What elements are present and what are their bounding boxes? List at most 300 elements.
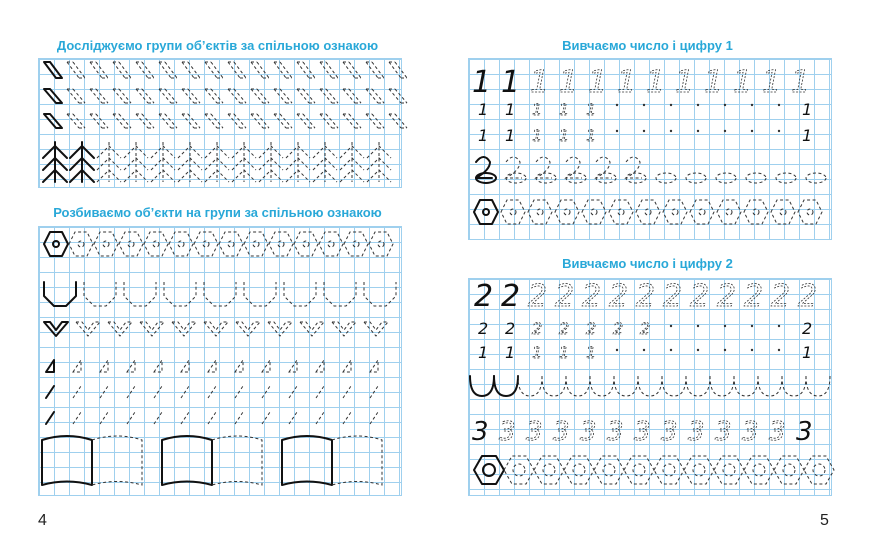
trace-circle — [303, 241, 309, 247]
trace-stroke — [228, 114, 246, 128]
trace-stroke — [67, 62, 85, 78]
trace-digit-one: 1 — [588, 65, 608, 100]
trace-digit-three: 3 — [688, 417, 705, 447]
trace-circle — [328, 241, 334, 247]
trace-stroke — [590, 376, 614, 396]
trace-circle — [537, 209, 543, 215]
trace-circle — [378, 241, 384, 247]
trace-stroke — [320, 114, 338, 128]
trace-stroke — [46, 412, 54, 424]
trace-dot — [643, 130, 645, 132]
trace-stroke — [297, 89, 315, 103]
trace-ellipse — [746, 173, 766, 183]
trace-stroke — [97, 142, 121, 182]
trace-digit-one: 1 — [617, 65, 637, 100]
trace-stroke — [289, 386, 297, 398]
trace-stroke — [343, 360, 351, 372]
trace-stroke — [205, 114, 223, 128]
trace-stroke — [113, 62, 131, 78]
trace-digit-two: 2 — [582, 279, 602, 314]
trace-stroke — [205, 89, 223, 103]
trace-stroke — [274, 114, 292, 128]
trace-stroke — [662, 376, 686, 396]
trace-digit-one: 1 — [478, 343, 489, 362]
left-title-mid: Розбиваємо об’єкти на групи за спільною ознакою — [53, 205, 382, 220]
trace-stroke — [228, 89, 246, 103]
trace-digit-two: 2 — [613, 319, 624, 338]
trace-dot — [724, 349, 726, 351]
trace-stroke — [164, 282, 196, 306]
trace-digit-two: 2 — [586, 319, 597, 338]
trace-dot — [697, 104, 699, 106]
trace-digit-one: 1 — [478, 126, 489, 145]
trace-stroke — [774, 456, 804, 484]
trace-stroke — [84, 282, 116, 306]
trace-digit-one: 1 — [532, 343, 543, 362]
trace-stroke — [46, 360, 54, 372]
trace-stroke — [100, 360, 108, 372]
trace-digit-one: 1 — [505, 126, 516, 145]
trace-stroke — [504, 456, 534, 484]
trace-stroke — [43, 142, 67, 182]
trace-stroke — [594, 456, 624, 484]
trace-stroke — [366, 89, 384, 103]
trace-stroke — [151, 142, 175, 182]
trace-dot — [778, 130, 780, 132]
trace-stroke — [289, 360, 297, 372]
trace-digit-one: 1 — [559, 100, 570, 119]
trace-stroke — [663, 200, 687, 224]
trace-stroke — [127, 412, 135, 424]
trace-circle — [663, 464, 675, 476]
trace-stroke — [42, 436, 92, 485]
trace-stroke — [624, 456, 654, 484]
trace-digit-three: 3 — [715, 417, 732, 447]
trace-stroke — [369, 232, 393, 256]
trace-stroke — [162, 436, 212, 485]
trace-stroke — [744, 456, 774, 484]
trace-digit-three: 3 — [742, 417, 759, 447]
trace-stroke — [582, 200, 606, 224]
trace-stroke — [159, 114, 177, 128]
trace-stroke — [144, 232, 168, 256]
trace-stroke — [100, 386, 108, 398]
trace-stroke — [44, 114, 62, 128]
trace-stroke — [76, 322, 100, 336]
page-number-right: 5 — [820, 512, 829, 529]
trace-stroke — [124, 142, 148, 182]
trace-stroke — [542, 376, 566, 396]
trace-dot — [724, 325, 726, 327]
trace-stroke — [73, 412, 81, 424]
trace-stroke — [181, 386, 189, 398]
trace-circle — [128, 241, 134, 247]
trace-stroke — [172, 322, 196, 336]
trace-circle — [633, 464, 645, 476]
page-number-left: 4 — [38, 512, 47, 529]
trace-stroke — [798, 200, 822, 224]
trace-digit-one: 1 — [472, 65, 492, 100]
trace-digit-three: 3 — [661, 417, 678, 447]
trace-stroke — [344, 232, 368, 256]
trace-stroke — [235, 360, 243, 372]
trace-dot — [778, 104, 780, 106]
trace-stroke — [690, 200, 714, 224]
trace-stroke — [343, 62, 361, 78]
trace-stroke — [181, 412, 189, 424]
trace-stroke — [316, 360, 324, 372]
trace-stroke — [364, 282, 396, 306]
trace-circle — [753, 209, 759, 215]
trace-digit-one: 1 — [802, 126, 813, 145]
trace-ellipse — [656, 173, 676, 183]
trace-digit-two: 2 — [717, 279, 737, 314]
trace-stroke — [282, 436, 332, 485]
trace-dot — [724, 130, 726, 132]
trace-stroke — [501, 200, 525, 224]
trace-stroke — [228, 62, 246, 78]
trace-dot — [616, 130, 618, 132]
trace-stroke — [154, 412, 162, 424]
trace-digit-two: 2 — [559, 319, 570, 338]
trace-stroke — [474, 456, 504, 484]
trace-dot — [670, 325, 672, 327]
trace-stroke — [614, 376, 638, 396]
trace-digit-three: 3 — [499, 417, 516, 447]
trace-stroke — [90, 89, 108, 103]
trace-digit-three: 3 — [526, 417, 543, 447]
trace-stroke — [316, 412, 324, 424]
left-title-top: Досліджуємо групи об’єктів за спільною ознакою — [56, 38, 379, 53]
trace-stroke — [212, 436, 262, 485]
trace-stroke — [259, 142, 283, 182]
trace-stroke — [654, 456, 684, 484]
trace-stroke — [235, 386, 243, 398]
trace-stroke — [494, 376, 518, 396]
trace-digit-one: 1 — [532, 126, 543, 145]
trace-stroke — [182, 62, 200, 78]
trace-circle — [693, 464, 705, 476]
trace-stroke — [113, 114, 131, 128]
trace-stroke — [316, 386, 324, 398]
trace-circle — [203, 241, 209, 247]
trace-digit-one: 1 — [532, 100, 543, 119]
trace-dot — [751, 130, 753, 132]
trace-dot — [643, 349, 645, 351]
trace-stroke — [219, 232, 243, 256]
trace-stroke — [251, 114, 269, 128]
trace-stroke — [366, 62, 384, 78]
trace-stroke — [284, 282, 316, 306]
trace-stroke — [320, 62, 338, 78]
trace-digit-one: 1 — [762, 65, 782, 100]
trace-digit-one: 1 — [530, 65, 550, 100]
trace-stroke — [127, 360, 135, 372]
trace-stroke — [119, 232, 143, 256]
trace-dot — [697, 349, 699, 351]
trace-stroke — [804, 456, 834, 484]
trace-circle — [573, 464, 585, 476]
trace-stroke — [343, 386, 351, 398]
trace-stroke — [806, 376, 830, 396]
trace-dot — [778, 325, 780, 327]
trace-digit-two: 2 — [771, 279, 791, 314]
trace-stroke — [262, 412, 270, 424]
trace-stroke — [319, 232, 343, 256]
trace-digit-one: 1 — [646, 65, 666, 100]
trace-dot — [616, 104, 618, 106]
trace-dot — [643, 104, 645, 106]
trace-stroke — [286, 142, 310, 182]
trace-digit-one: 1 — [586, 100, 597, 119]
trace-stroke — [289, 412, 297, 424]
trace-stroke — [251, 89, 269, 103]
trace-stroke — [294, 232, 318, 256]
trace-circle — [103, 241, 109, 247]
trace-stroke — [367, 142, 391, 182]
trace-stroke — [46, 386, 54, 398]
trace-stroke — [528, 200, 552, 224]
trace-digit-three: 3 — [769, 417, 786, 447]
trace-stroke — [69, 232, 93, 256]
trace-digit-two: 2 — [501, 279, 521, 314]
trace-circle — [618, 209, 624, 215]
trace-stroke — [686, 376, 710, 396]
trace-stroke — [717, 200, 741, 224]
trace-circle — [726, 209, 732, 215]
trace-stroke — [113, 89, 131, 103]
trace-stroke — [714, 456, 744, 484]
trace-dot — [670, 130, 672, 132]
trace-stroke — [235, 412, 243, 424]
trace-stroke — [136, 89, 154, 103]
trace-stroke — [268, 322, 292, 336]
trace-digit-one: 1 — [802, 343, 813, 362]
trace-stroke — [44, 232, 68, 256]
trace-stroke — [232, 142, 256, 182]
trace-stroke — [67, 89, 85, 103]
trace-circle — [699, 209, 705, 215]
trace-circle — [753, 464, 765, 476]
trace-dot — [616, 349, 618, 351]
trace-digit-one: 1 — [505, 100, 516, 119]
trace-circle — [253, 241, 259, 247]
trace-stroke — [364, 322, 388, 336]
trace-stroke — [73, 386, 81, 398]
trace-stroke — [44, 322, 68, 336]
trace-digit-three: 3 — [796, 417, 813, 447]
trace-stroke — [73, 360, 81, 372]
trace-stroke — [70, 142, 94, 182]
trace-stroke — [274, 62, 292, 78]
trace-circle — [543, 464, 555, 476]
trace-ellipse — [716, 173, 736, 183]
trace-stroke — [343, 114, 361, 128]
trace-digit-two: 2 — [505, 319, 516, 338]
trace-stroke — [236, 322, 260, 336]
trace-stroke — [208, 412, 216, 424]
trace-stroke — [44, 282, 76, 306]
trace-circle — [353, 241, 359, 247]
trace-digit-two: 2 — [532, 319, 543, 338]
trace-stroke — [205, 62, 223, 78]
trace-stroke — [92, 436, 142, 485]
trace-stroke — [684, 456, 714, 484]
trace-digit-two: 2 — [798, 279, 818, 314]
trace-stroke — [90, 114, 108, 128]
trace-stroke — [297, 62, 315, 78]
trace-stroke — [181, 360, 189, 372]
trace-stroke — [251, 62, 269, 78]
trace-digit-three: 3 — [553, 417, 570, 447]
trace-ellipse — [776, 173, 796, 183]
trace-stroke — [332, 436, 382, 485]
trace-stroke — [274, 89, 292, 103]
trace-digit-one: 1 — [559, 343, 570, 362]
trace-circle — [591, 209, 597, 215]
trace-circle — [813, 464, 825, 476]
trace-dot — [751, 104, 753, 106]
trace-circle — [723, 464, 735, 476]
trace-stroke — [389, 114, 407, 128]
trace-digit-two: 2 — [744, 279, 764, 314]
trace-stroke — [169, 232, 193, 256]
trace-stroke — [136, 114, 154, 128]
trace-circle — [780, 209, 786, 215]
trace-stroke — [710, 376, 734, 396]
trace-digit-one: 1 — [501, 65, 521, 100]
trace-stroke — [204, 322, 228, 336]
trace-stroke — [609, 200, 633, 224]
trace-stroke — [44, 89, 62, 103]
trace-stroke — [389, 62, 407, 78]
trace-stroke — [366, 114, 384, 128]
trace-stroke — [555, 200, 579, 224]
trace-digit-one: 1 — [791, 65, 811, 100]
trace-digit-one: 1 — [704, 65, 724, 100]
trace-stroke — [100, 412, 108, 424]
trace-digit-two: 2 — [478, 319, 489, 338]
trace-dot — [778, 349, 780, 351]
trace-dot — [670, 349, 672, 351]
trace-stroke — [320, 89, 338, 103]
trace-stroke — [244, 282, 276, 306]
trace-stroke — [269, 232, 293, 256]
trace-stroke — [182, 89, 200, 103]
trace-stroke — [204, 282, 236, 306]
trace-circle — [78, 241, 84, 247]
trace-digit-one: 1 — [559, 126, 570, 145]
trace-circle — [645, 209, 651, 215]
trace-digit-two: 2 — [555, 279, 575, 314]
trace-stroke — [178, 142, 202, 182]
trace-stroke — [262, 360, 270, 372]
trace-stroke — [782, 376, 806, 396]
trace-digit-one: 1 — [559, 65, 579, 100]
trace-stroke — [332, 322, 356, 336]
trace-digit-three: 3 — [634, 417, 651, 447]
trace-digit-two: 2 — [636, 279, 656, 314]
trace-stroke — [313, 142, 337, 182]
trace-stroke — [205, 142, 229, 182]
trace-dot — [751, 325, 753, 327]
trace-circle — [513, 464, 525, 476]
trace-stroke — [140, 322, 164, 336]
trace-circle — [53, 241, 59, 247]
trace-stroke — [636, 200, 660, 224]
trace-stroke — [67, 114, 85, 128]
trace-digit-two: 2 — [528, 279, 548, 314]
trace-stroke — [324, 282, 356, 306]
trace-stroke — [154, 386, 162, 398]
trace-dot — [697, 325, 699, 327]
trace-stroke — [564, 456, 594, 484]
trace-stroke — [534, 456, 564, 484]
trace-circle — [278, 241, 284, 247]
trace-digit-one: 1 — [505, 343, 516, 362]
trace-digit-three: 3 — [580, 417, 597, 447]
trace-stroke — [44, 62, 62, 78]
trace-stroke — [208, 386, 216, 398]
trace-digit-two: 2 — [640, 319, 651, 338]
trace-stroke — [136, 62, 154, 78]
trace-digit-three: 3 — [472, 417, 489, 447]
trace-digit-one: 1 — [478, 100, 489, 119]
trace-stroke — [124, 282, 156, 306]
trace-digit-one: 1 — [733, 65, 753, 100]
trace-circle — [603, 464, 615, 476]
trace-stroke — [154, 360, 162, 372]
trace-stroke — [734, 376, 758, 396]
trace-digit-two: 2 — [690, 279, 710, 314]
trace-stroke — [744, 200, 768, 224]
trace-digit-one: 1 — [675, 65, 695, 100]
trace-circle — [564, 209, 570, 215]
trace-circle — [483, 464, 495, 476]
trace-stroke — [90, 62, 108, 78]
trace-stroke — [566, 376, 590, 396]
trace-stroke — [474, 200, 498, 224]
trace-dot — [724, 104, 726, 106]
right-title-top: Вивчаємо число і цифру 1 — [562, 38, 733, 53]
trace-digit-two: 2 — [609, 279, 629, 314]
trace-circle — [783, 464, 795, 476]
trace-stroke — [94, 232, 118, 256]
trace-ellipse — [806, 173, 826, 183]
trace-stroke — [370, 386, 378, 398]
right-title-bottom: Вивчаємо число і цифру 2 — [562, 256, 733, 271]
trace-stroke — [108, 322, 132, 336]
trace-stroke — [370, 412, 378, 424]
trace-dot — [670, 104, 672, 106]
trace-circle — [807, 209, 813, 215]
trace-digit-one: 1 — [586, 343, 597, 362]
trace-stroke — [159, 89, 177, 103]
trace-digit-two: 2 — [802, 319, 813, 338]
trace-digit-one: 1 — [586, 126, 597, 145]
trace-stroke — [771, 200, 795, 224]
trace-stroke — [194, 232, 218, 256]
trace-circle — [672, 209, 678, 215]
trace-stroke — [244, 232, 268, 256]
trace-stroke — [343, 412, 351, 424]
trace-digit-two: 2 — [474, 279, 494, 314]
trace-stroke — [300, 322, 324, 336]
trace-stroke — [758, 376, 782, 396]
trace-stroke — [370, 360, 378, 372]
trace-stroke — [518, 376, 542, 396]
trace-digit-one: 1 — [802, 100, 813, 119]
